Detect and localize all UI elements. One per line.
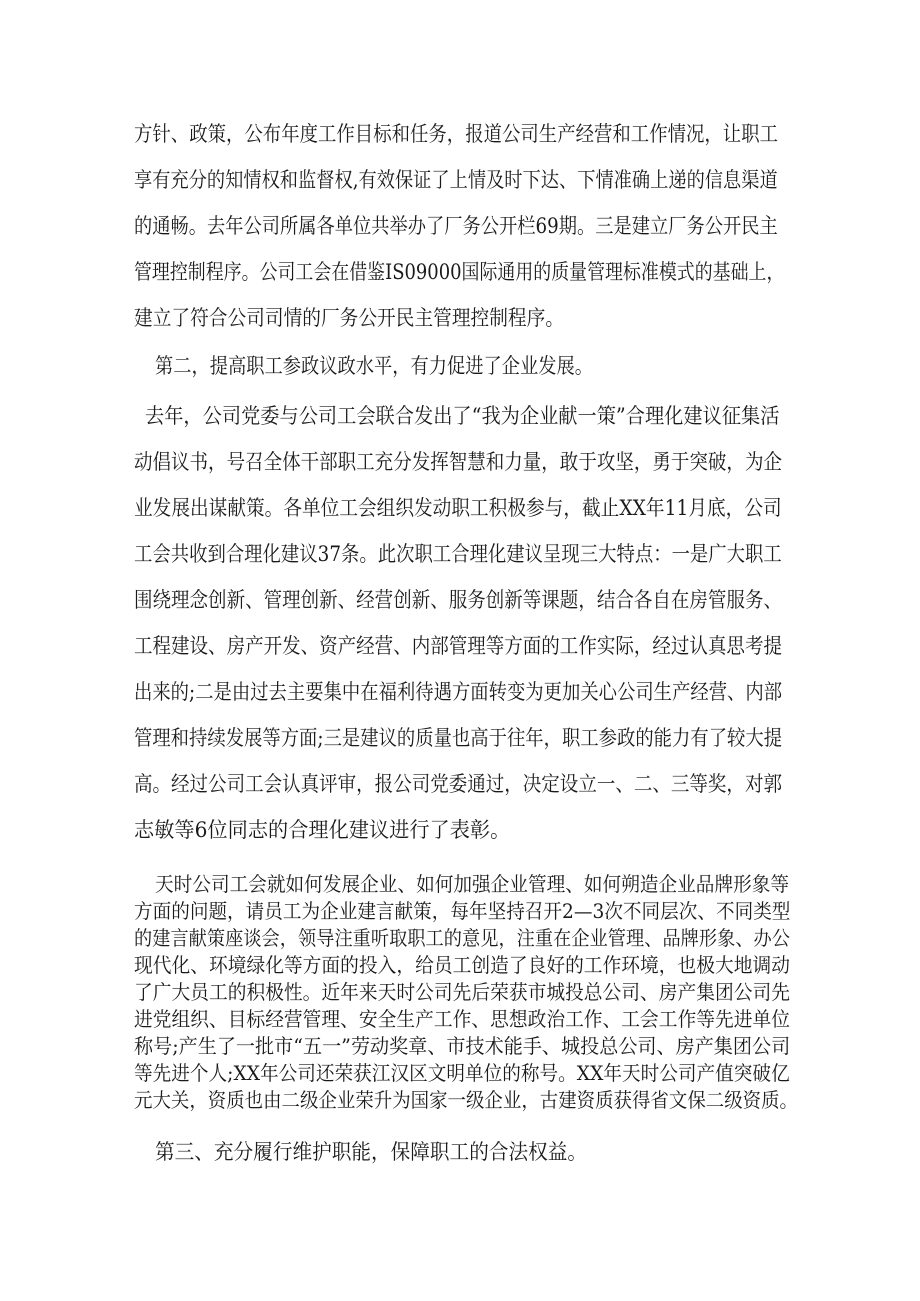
text-line: 方面的问题，请员工为企业建言献策，每年坚持召开2—3次不同层次、不同类型 (134, 899, 791, 923)
text-line: 天时公司工会就如何发展企业、如何加强企业管理、如何朔造企业品牌形象等 (155, 872, 790, 896)
text-line: 出来的;二是由过去主要集中在福利待遇方面转变为更加关心公司生产经营、内部 (134, 680, 783, 704)
text-line: 管理和持续发展等方面;三是建议的质量也高于往年，职工参政的能力有了较大提 (134, 726, 783, 750)
text-line: 高。经过公司工会认真评审，报公司党委通过，决定设立一、二、三等奖，对郭 (134, 772, 782, 796)
text-line: 了广大员工的积极性。近年来天时公司先后荣获市城投总公司、房产集团公司先 (134, 980, 790, 1004)
text-line: 管理控制程序。公司工会在借鉴IS09000国际通用的质量管理标准模式的基础上， (134, 260, 785, 284)
text-line: 方针、政策，公布年度工作目标和任务，报道公司生产经营和工作情况，让职工 (134, 122, 779, 146)
text-line: 业发展出谋献策。各单位工会组织发动职工积极参与，截止XX年11月底，公司 (134, 496, 782, 520)
text-line: 享有充分的知情权和监督权,有效保证了上情及时下达、下情准确上递的信息渠道 (134, 168, 778, 192)
text-line: 去年，公司党委与公司工会联合发出了“我为企业献一策”合理化建议征集活 (145, 404, 780, 428)
section-heading-2: 第二，提高职工参政议政水平，有力促进了企业发展。 (155, 354, 593, 378)
text-line: 工会共收到合理化建议37条。此次职工合理化建议呈现三大特点：一是广大职工 (134, 542, 782, 566)
text-line: 建立了符合公司司情的厂务公开民主管理控制程序。 (134, 306, 565, 330)
section-heading-3: 第三、充分履行维护职能，保障职工的合法权益。 (155, 1140, 588, 1164)
text-line: 等先进个人;XX年公司还荣获江汉区文明单位的称号。XX年天时公司产值突破亿 (134, 1061, 790, 1085)
text-line: 工程建设、房产开发、资产经营、内部管理等方面的工作实际，经过认真思考提 (134, 634, 782, 658)
text-line: 动倡议书，号召全体干部职工充分发挥智慧和力量，敢于攻坚，勇于突破，为企 (134, 450, 782, 474)
text-line: 称号;产生了一批市“五一”劳动奖章、市技术能手、城投总公司、房产集团公司 (134, 1034, 791, 1058)
text-line: 志敏等6位同志的合理化建议进行了表彰。 (134, 818, 511, 842)
text-line: 现代化、环境绿化等方面的投入，给员工创造了良好的工作环境，也极大地调动 (134, 953, 790, 977)
text-line: 进党组织、目标经营管理、安全生产工作、思想政治工作、工会工作等先进单位 (134, 1007, 790, 1031)
text-line: 的建言献策座谈会，领导注重听取职工的意见，注重在企业管理、品牌形象、办公 (134, 926, 790, 950)
text-line: 的通畅。去年公司所属各单位共举办了厂务公开栏69期。三是建立厂务公开民主 (134, 214, 778, 238)
text-line: 围绕理念创新、管理创新、经营创新、服务创新等课题，结合各自在房管服务、 (134, 588, 782, 612)
text-line: 元大关，资质也由二级企业荣升为国家一级企业，古建资质获得省文保二级资质。 (134, 1088, 798, 1112)
